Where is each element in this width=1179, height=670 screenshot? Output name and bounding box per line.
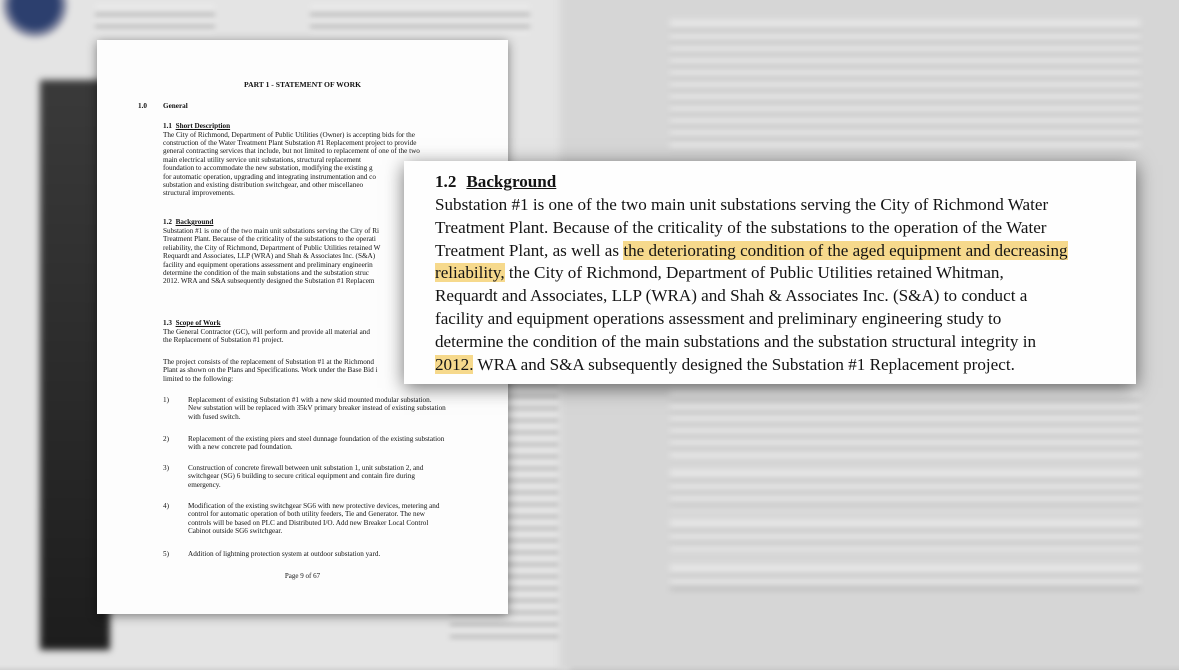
section-title: General — [163, 102, 188, 110]
subsection-1-1-heading: 1.1 Short Description — [163, 122, 231, 130]
subsection-1-3-paragraph-2: The project consists of the replacement of Substation #1 at the Richmond Plant as shown on the Plans and Specifications. Work under the Base Bid i limited to the following: — [163, 358, 378, 383]
callout-heading: 1.2 Background — [435, 172, 557, 191]
subsection-1-3-text: The General Contractor (GC), will perform and provide all material and the Replacement of Substation #1 project. — [163, 328, 370, 345]
highlight: the deteriorating condition of the aged equipment and decreasing — [623, 240, 1068, 260]
city-seal-icon — [0, 0, 70, 40]
page-number: Page 9 of 67 — [284, 572, 321, 580]
highlight: reliability, — [435, 263, 505, 283]
subsection-1-3-heading: 1.3 Scope of Work — [163, 319, 221, 327]
document-page: PART 1 - STATEMENT OF WORK 1.0 General 1.1 Short Description The City of Richmond, Department of Public Utilities (Owner) is accepting bids for the construction of the Water Treatment Plant Substation #1 Replacement project to provide general contracting services that include, but not limited to replacement of one of the two main electrical utility service unit substations, structural replacement foundation to accommodate the new substation, modifying the existing g for automatic operation, upgrading and integrating instrumentation and co substation and existing distribution switchgear, and other miscellaneo structural improvements. 1.2 Background Substation #1 is one of the two main unit substations serving the City of Ri Treatment Plant. Because of the criticality of the substations to the operati reliability, the City of Richmond, Department of Public Utilities retained W Requardt and Associates, LLP (WRA) and Shah & Associates Inc. (S&A) facility and equipment operations assessment and preliminary engineerin determine the condition of the main substations and the substation struc 2012. WRA and S&A subsequently designed the Substation #1 Replacem 1.3 Scope of Work The General Contractor (GC), will perform and provide all material and the Replacement of Substation #1 project. The project consists of the replacement of Substation #1 at the Richmond Plant as shown on the Plans and Specifications. Work under the Base Bid i limited to the following: 1) Replacement of existing Substation #1 with a new skid mounted modular substation. New substation will be replaced with 35kV primary breaker instead of existing substation with fused switch. 2) Replacement of the existing piers and steel dunnage foundation of the existing substation with a new concrete pad foundation. 3) Construction of concrete firewall between unit substation 1, unit substation 2, and switchgear (SG) 6 building to secure critical equipment and contain fire during emergency. 4) Modification of the existing switchgear SG6 with new protective devices, metering and control for automatic operation of both utility feeders, Tie and Generator. The new controls will be based on PLC and Distributed I/O. Add new Breaker Local Control Cabinot outside SG6 switchgear. 5) Addition of lightning protection system at outdoor substation yard. Page 9 of 67 — [97, 40, 508, 614]
subsection-1-1-text: The City of Richmond, Department of Public Utilities (Owner) is accepting bids for the construction of the Water Treatment Plant Substation #1 Replacement project to provide general contracting services that include, but not limited to replacement of one of the two main electrical utility service unit substations, structural replacement foundation to accommodate the new substation, modifying the existing g for automatic operation, upgrading and integrating instrumentation and co substation and existing distribution switchgear, and other miscellaneo structural improvements. — [163, 130, 420, 198]
subsection-1-2-heading: 1.2 Background — [163, 218, 214, 226]
zoom-callout — [404, 161, 1136, 384]
section-number: 1.0 — [138, 102, 147, 110]
part-title: PART 1 - STATEMENT OF WORK — [244, 80, 361, 89]
highlight: 2012. — [435, 354, 474, 374]
subsection-1-2-text: Substation #1 is one of the two main unit substations serving the City of Ri Treatment Plant. Because of the criticality of the substations to the operati reliability, the City of Richmond, Department of Public Utilities retained W Requardt and Associates, LLP (WRA) and Shah & Associates Inc. (S&A) facility and equipment operations assessment and preliminary engineerin determine the condition of the main substations and the substation struc 2012. WRA and S&A subsequently designed the Substation #1 Replacem — [163, 227, 381, 286]
callout-text: Substation #1 is one of the two main unit substations serving the City of Richmond Water Treatment Plant. Because of the criticality of the substations to the operation of the Water Treatment Plant, as well as the deteriorating condition of the aged equipment and decreasing reliability, the City of Richmond, Department of Public Utilities retained Whitman, Requardt and Associates, LLP (WRA) and Shah & Associates Inc. (S&A) to conduct a facility and equipment operations assessment and preliminary engineering study to determine the condition of the main substations and the substation structural integrity in 2012. WRA and S&A subsequently designed the Substation #1 Replacement project. — [435, 195, 1068, 374]
